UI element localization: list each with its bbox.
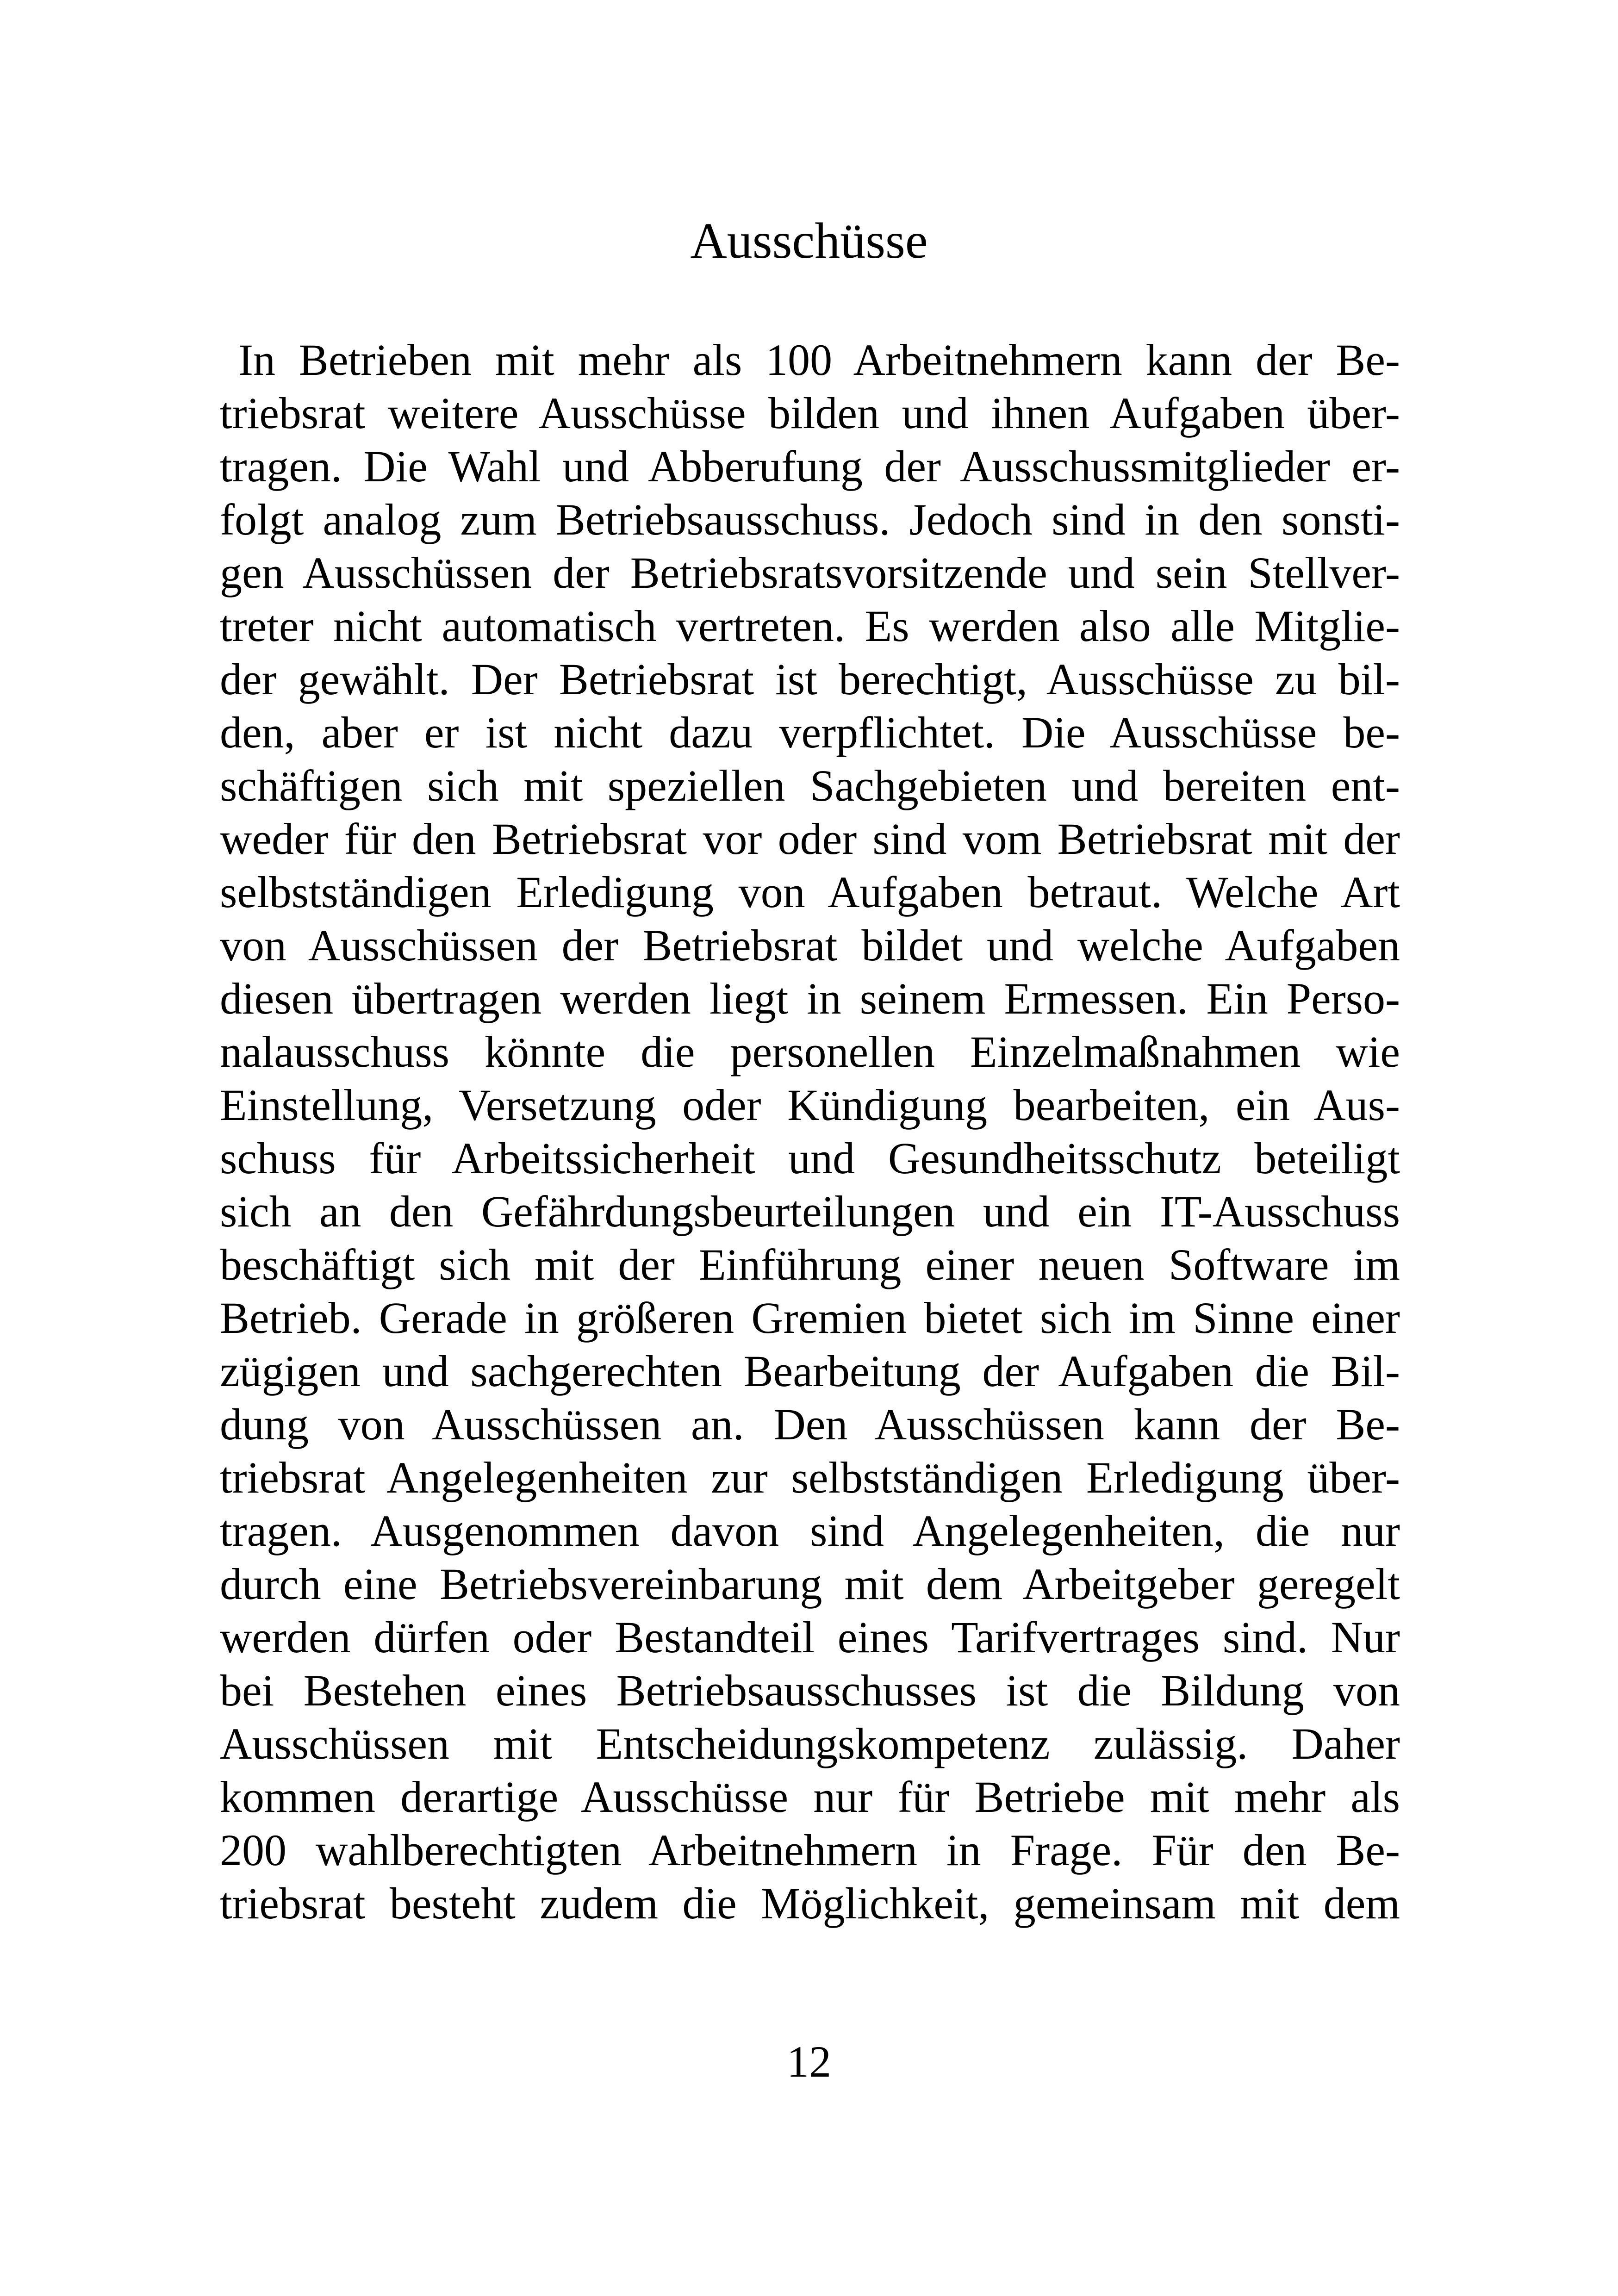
text-line: weder für den Betriebsrat vor oder sind vom Betriebsrat mit der: [220, 814, 1400, 864]
body-paragraph: [220, 333, 1400, 1930]
text-line: Ausschüssen mit Entscheidungskompetenz zulässig. Daher: [220, 1719, 1400, 1768]
text-line: kommen derartige Ausschüsse nur für Betriebe mit mehr als: [220, 1772, 1400, 1822]
text-line: der gewählt. Der Betriebsrat ist berechtigt, Ausschüsse zu bil-: [220, 654, 1400, 704]
text-line: tragen. Die Wahl und Abberufung der Ausschussmitglieder er-: [220, 442, 1400, 491]
page-number: 12: [787, 2037, 831, 2086]
text-line: bei Bestehen eines Betriebsausschusses ist die Bildung von: [220, 1666, 1400, 1715]
text-line: triebsrat besteht zudem die Möglichkeit, gemeinsam mit dem: [220, 1879, 1400, 1928]
text-line: 200 wahlberechtigten Arbeitnehmern in Frage. Für den Be-: [220, 1825, 1400, 1875]
text-line: von Ausschüssen der Betriebsrat bildet und welche Aufgaben: [220, 921, 1400, 970]
text-line: zügigen und sachgerechten Bearbeitung der Aufgaben die Bil-: [220, 1346, 1400, 1396]
text-line: schäftigen sich mit speziellen Sachgebieten und bereiten ent-: [220, 761, 1400, 810]
text-line: folgt analog zum Betriebsausschuss. Jedoch sind in den sonsti-: [220, 495, 1400, 544]
text-line: den, aber er ist nicht dazu verpflichtet. Die Ausschüsse be-: [220, 708, 1400, 757]
text-line: nalausschuss könnte die personellen Einzelmaßnahmen wie: [220, 1027, 1400, 1076]
text-line: selbstständigen Erledigung von Aufgaben betraut. Welche Art: [220, 867, 1400, 917]
text-line: Einstellung, Versetzung oder Kündigung bearbeiten, ein Aus-: [220, 1080, 1400, 1130]
text-line: beschäftigt sich mit der Einführung einer neuen Software im: [220, 1240, 1400, 1289]
text-line: triebsrat Angelegenheiten zur selbstständigen Erledigung über-: [220, 1453, 1400, 1502]
text-line: gen Ausschüssen der Betriebsratsvorsitzende und sein Stellver-: [220, 548, 1400, 597]
text-line: schuss für Arbeitssicherheit und Gesundheitsschutz beteiligt: [220, 1133, 1400, 1183]
text-line: durch eine Betriebsvereinbarung mit dem Arbeitgeber geregelt: [220, 1559, 1400, 1609]
text-line: diesen übertragen werden liegt in seinem Ermessen. Ein Perso-: [220, 974, 1400, 1023]
page-heading: Ausschüsse: [690, 212, 928, 269]
text-line: treter nicht automatisch vertreten. Es werden also alle Mitglie-: [220, 601, 1400, 651]
text-line: In Betrieben mit mehr als 100 Arbeitnehmern kann der Be-: [238, 335, 1400, 385]
text-line: Betrieb. Gerade in größeren Gremien bietet sich im Sinne einer: [220, 1293, 1400, 1343]
text-line: werden dürfen oder Bestandteil eines Tarifvertrages sind. Nur: [220, 1612, 1400, 1662]
text-line: dung von Ausschüssen an. Den Ausschüssen kann der Be-: [220, 1400, 1400, 1449]
text-line: sich an den Gefährdungsbeurteilungen und ein IT-Ausschuss: [220, 1187, 1400, 1236]
text-line: tragen. Ausgenommen davon sind Angelegenheiten, die nur: [220, 1506, 1400, 1556]
text-line: triebsrat weitere Ausschüsse bilden und ihnen Aufgaben über-: [220, 388, 1400, 438]
